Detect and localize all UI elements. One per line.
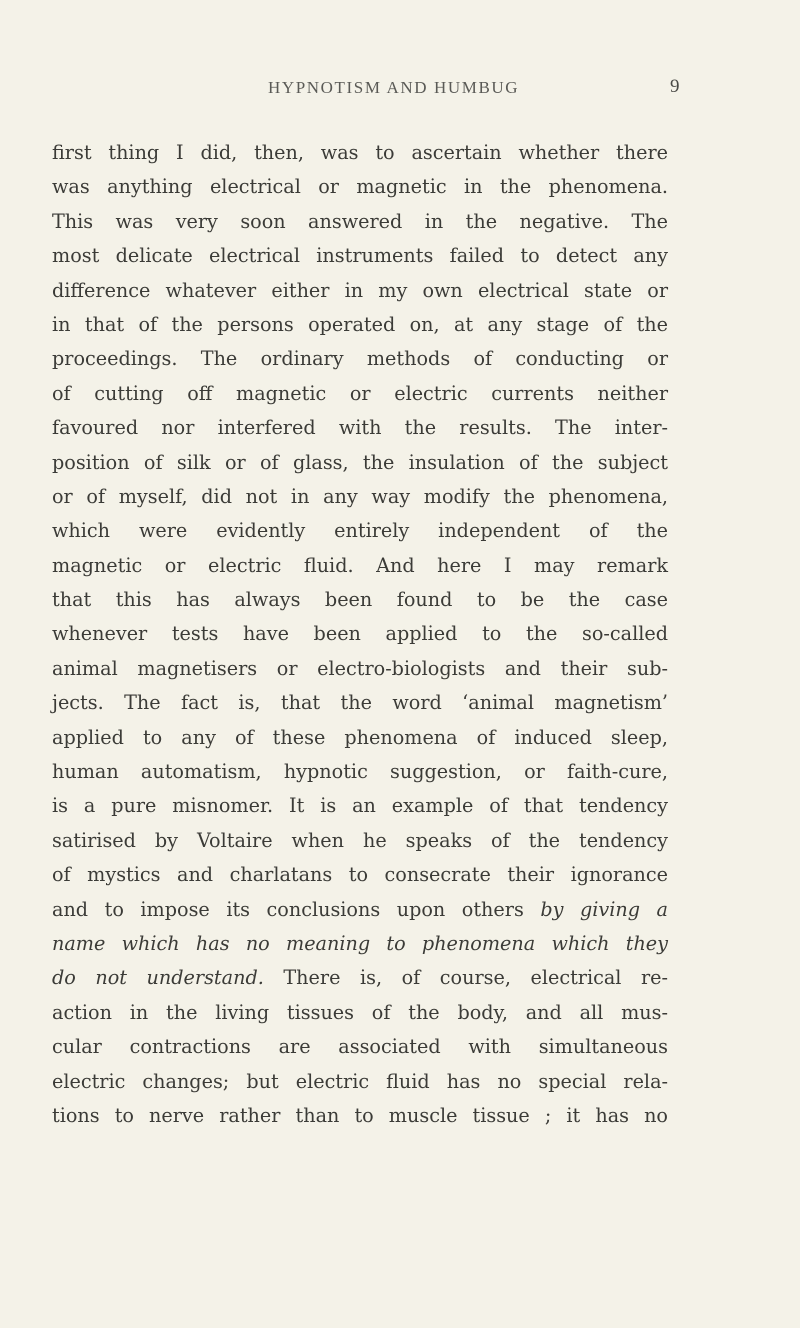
text-line: satirised by Voltaire when he speaks of the tendency xyxy=(52,828,668,852)
text-line: tions to nerve rather than to muscle tissue ; it has no xyxy=(52,1103,668,1127)
text-line: was anything electrical or magnetic in the phenomena. xyxy=(52,175,668,199)
body-paragraph xyxy=(52,136,668,1133)
text-line: of cutting off magnetic or electric currents neither xyxy=(52,381,668,405)
italic-text-run: do not understand. xyxy=(52,966,264,990)
italic-text-run: by giving a xyxy=(540,897,668,921)
text-line: applied to any of these phenomena of induced sleep, xyxy=(52,725,668,749)
text-line: This was very soon answered in the negative. The xyxy=(52,209,668,233)
page-number: 9 xyxy=(670,76,680,97)
text-line: electric changes; but electric fluid has no special rela- xyxy=(52,1069,668,1093)
text-line: most delicate electrical instruments failed to detect any xyxy=(52,244,668,268)
text-line: proceedings. The ordinary methods of conducting or xyxy=(52,347,668,371)
text-line-with-italic xyxy=(52,893,668,927)
text-line: difference whatever either in my own electrical state or xyxy=(52,278,668,302)
text-line-italic xyxy=(52,927,668,961)
text-line: or of myself, did not in any way modify the phenomena, xyxy=(52,484,668,508)
text-line: cular contractions are associated with simultaneous xyxy=(52,1035,668,1059)
running-head-title: HYPNOTISM AND HUMBUG xyxy=(268,78,520,97)
text-line: that this has always been found to be the case xyxy=(52,588,668,612)
text-line: first thing I did, then, was to ascertain whether there xyxy=(52,141,668,164)
text-line: jects. The fact is, that the word ‘animal magnetism’ xyxy=(52,691,668,715)
text-line: magnetic or electric fluid. And here I may remark xyxy=(52,553,668,577)
text-line: action in the living tissues of the body, and all mus- xyxy=(52,1000,668,1024)
text-line: human automatism, hypnotic suggestion, or faith-cure, xyxy=(52,760,668,784)
text-line: whenever tests have been applied to the so-called xyxy=(52,622,668,646)
text-line: in that of the persons operated on, at any stage of the xyxy=(52,312,668,336)
text-line-with-italic xyxy=(52,961,668,995)
text-run: There is, of course, electrical re- xyxy=(263,966,668,990)
text-run: and to impose its conclusions upon others xyxy=(52,897,541,921)
italic-text-run: name which has no meaning to phenomena which they xyxy=(52,931,668,955)
text-line: animal magnetisers or electro-biologists and their sub- xyxy=(52,656,668,680)
text-line: of mystics and charlatans to consecrate their ignorance xyxy=(52,863,668,887)
text-line: which were evidently entirely independent of the xyxy=(52,519,668,543)
text-line: favoured nor interfered with the results. The inter- xyxy=(52,416,668,440)
text-line: position of silk or of glass, the insulation of the subject xyxy=(52,450,668,474)
text-line: is a pure misnomer. It is an example of that tendency xyxy=(52,794,668,818)
